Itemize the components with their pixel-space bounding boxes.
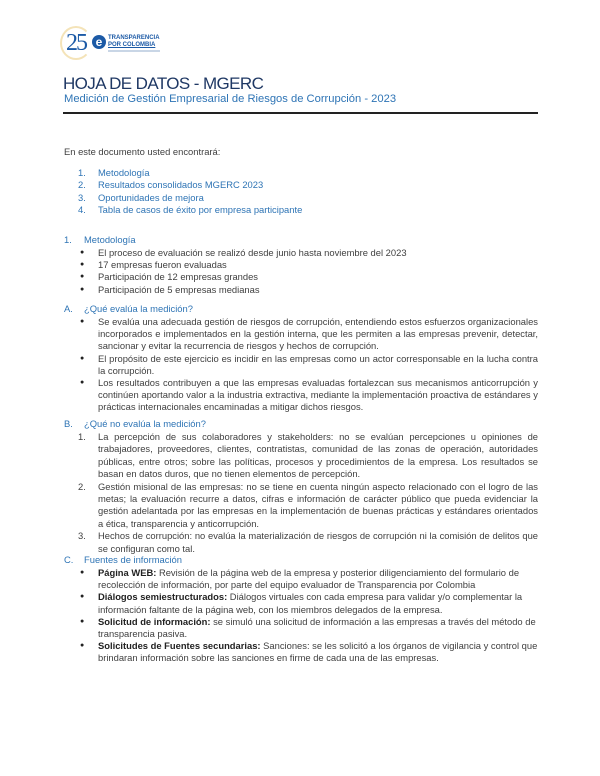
- logo-text: [108, 35, 160, 48]
- page-subtitle: Medición de Gestión Empresarial de Riesgos de Corrupción - 2023: [64, 93, 397, 105]
- list-item-text: Participación de 5 empresas medianas: [98, 283, 260, 295]
- toc-item[interactable]: [78, 179, 302, 191]
- list-item-desc: Sanciones: se les solicitó a los órganos de vigilancia y control que brindaran información sobre las sanciones en firme de cada una de las empresas.: [98, 640, 538, 664]
- list-number: 2.: [78, 480, 86, 492]
- list-item-text: El propósito de este ejercicio es incidir en las empresas como un actor corresponsable en la lucha contra la corrupción.: [98, 352, 538, 376]
- list-item-text: Los resultados contribuyen a que las empresas evaluadas fortalezcan sus mecanismos anticorrupción y continúen aportando valor a la industria extractiva, mediante la implementación proactiva de estándares y prácticas internacionales encaminadas a mitigar dichos riesgos.: [98, 377, 538, 413]
- bullet-icon: ●: [80, 593, 85, 601]
- logo-line2: POR COLOMBIA: [108, 41, 156, 48]
- list-item: [78, 481, 538, 531]
- list-item-label: Solicitudes de Fuentes secundarias:: [98, 640, 261, 652]
- list-item: [78, 431, 538, 481]
- section-title: Metodología: [84, 234, 136, 245]
- list-item-label: Página WEB:: [98, 567, 157, 578]
- bullet-icon: ●: [80, 285, 85, 293]
- bullet-icon: ●: [80, 318, 85, 325]
- header-divider: [63, 112, 538, 114]
- page-title: HOJA DE DATOS - MGERC: [63, 74, 264, 93]
- toc-label: Tabla de casos de éxito por empresa participante: [98, 204, 303, 216]
- list-item: [78, 616, 538, 640]
- list-item: [78, 259, 538, 271]
- list-item: [78, 271, 538, 283]
- bullet-icon: ●: [80, 642, 85, 650]
- list-item-desc: se simuló una solicitud de información a las empresas a través del método de transparencia pasiva.: [98, 615, 536, 640]
- section-title: ¿Qué evalúa la medición?: [84, 303, 193, 314]
- toc-item[interactable]: [78, 167, 302, 179]
- list-number: 3.: [78, 530, 86, 542]
- section-a-bullets: [78, 316, 538, 414]
- bullet-icon: ●: [80, 569, 85, 576]
- section-heading-b: [64, 418, 206, 430]
- list-item-text: [98, 616, 538, 640]
- list-item: [78, 284, 538, 296]
- list-item: [78, 247, 538, 259]
- section-heading-a: [64, 303, 193, 315]
- bullet-icon: ●: [80, 261, 85, 269]
- list-item-label: Diálogos semiestructurados:: [98, 591, 228, 603]
- list-item: [78, 567, 538, 591]
- logo-anniversary-number: 25: [66, 30, 86, 56]
- list-item: [78, 530, 538, 555]
- section-letter: B.: [64, 418, 73, 429]
- section-b-list: [78, 431, 538, 555]
- list-item-text: La percepción de sus colaboradores y stakeholders: no se evalúan percepciones u opiniones de trabajadores, proveedores, clientes, contratistas, comunidad de las zonas de operación, autoridades públicas, entre otros; sobre las políticas, procesos y procedimientos de la empresa. Los resultados se basan en datos duros, que no tienen elementos de percepción.: [98, 431, 538, 480]
- list-item-label: Solicitud de información:: [98, 615, 211, 627]
- list-item-text: [98, 567, 538, 591]
- list-item: [78, 353, 538, 377]
- bullet-icon: ●: [80, 249, 85, 256]
- list-item: [78, 591, 538, 615]
- bullet-icon: ●: [80, 379, 85, 387]
- logo-tagline: [108, 50, 160, 52]
- list-number: 1.: [78, 431, 86, 442]
- list-item-text: El proceso de evaluación se realizó desde junio hasta noviembre del 2023: [98, 247, 407, 258]
- section-letter: A.: [64, 303, 73, 314]
- toc-number: 1.: [78, 167, 86, 178]
- list-item-text: Gestión misional de las empresas: no se tiene en cuenta ningún aspecto relacionado con el logro de las metas; la evaluación recurre a datos, cifras e información de carácter público que pueda evidenciar la gestión adelantada por las empresas en la implementación de buenas prácticas y estándares orientados a ética, transparencia y anticorrupción.: [98, 480, 538, 529]
- list-item-text: 17 empresas fueron evaluadas: [98, 259, 227, 271]
- list-item-text: [98, 640, 538, 664]
- toc-label: Oportunidades de mejora: [98, 191, 204, 203]
- list-item-text: [98, 591, 538, 615]
- list-item-text: Participación de 12 empresas grandes: [98, 271, 258, 283]
- table-of-contents: [78, 167, 302, 217]
- bullet-icon: ●: [80, 354, 85, 362]
- toc-number: 3.: [78, 191, 86, 203]
- section-title: ¿Qué no evalúa la medición?: [84, 418, 206, 429]
- logo-e-icon: e: [92, 35, 106, 49]
- bullet-icon: ●: [80, 273, 85, 281]
- list-item: [78, 377, 538, 414]
- metodologia-bullets: [78, 247, 538, 296]
- section-c-bullets: [78, 567, 538, 665]
- toc-label: Resultados consolidados MGERC 2023: [98, 179, 264, 191]
- section-letter: C.: [64, 554, 74, 565]
- list-item-text: Se evalúa una adecuada gestión de riesgos de corrupción, entendiendo estos esfuerzos organizacionales incorporados e implementados en la gestión interna, que les permiten a las empresas prevenir, detectar, sancionar y evitar la recurrencia de riesgos y hechos de corrupción.: [98, 316, 538, 352]
- list-item: [78, 640, 538, 664]
- toc-number: 2.: [78, 179, 86, 191]
- section-number: 1.: [64, 234, 72, 245]
- intro-text: En este documento usted encontrará:: [64, 146, 221, 157]
- list-item-desc: Revisión de la página web de la empresa y posterior diligenciamiento del formulario de recolección de información, por parte del equipo evaluador de Transparencia por Colombia: [98, 567, 520, 591]
- logo-line1: TRANSPARENCIA: [108, 35, 160, 41]
- list-item-desc: Diálogos virtuales con cada empresa para validar y/o complementar la información faltante de la página web, con los miembros delegados de la empresa.: [98, 591, 523, 615]
- transparencia-logo: [60, 26, 170, 62]
- section-heading-metodologia: [64, 234, 136, 246]
- toc-label: Metodología: [98, 167, 150, 178]
- section-title: Fuentes de información: [84, 554, 182, 565]
- bullet-icon: ●: [80, 617, 85, 625]
- toc-item[interactable]: [78, 192, 302, 204]
- toc-number: 4.: [78, 204, 86, 216]
- list-item-text: Hechos de corrupción: no evalúa la materialización de riesgos de corrupción ni la comisión de delitos que se configuran como tal.: [98, 530, 538, 554]
- list-item: [78, 316, 538, 353]
- section-heading-c: [64, 554, 182, 566]
- toc-item[interactable]: [78, 204, 302, 216]
